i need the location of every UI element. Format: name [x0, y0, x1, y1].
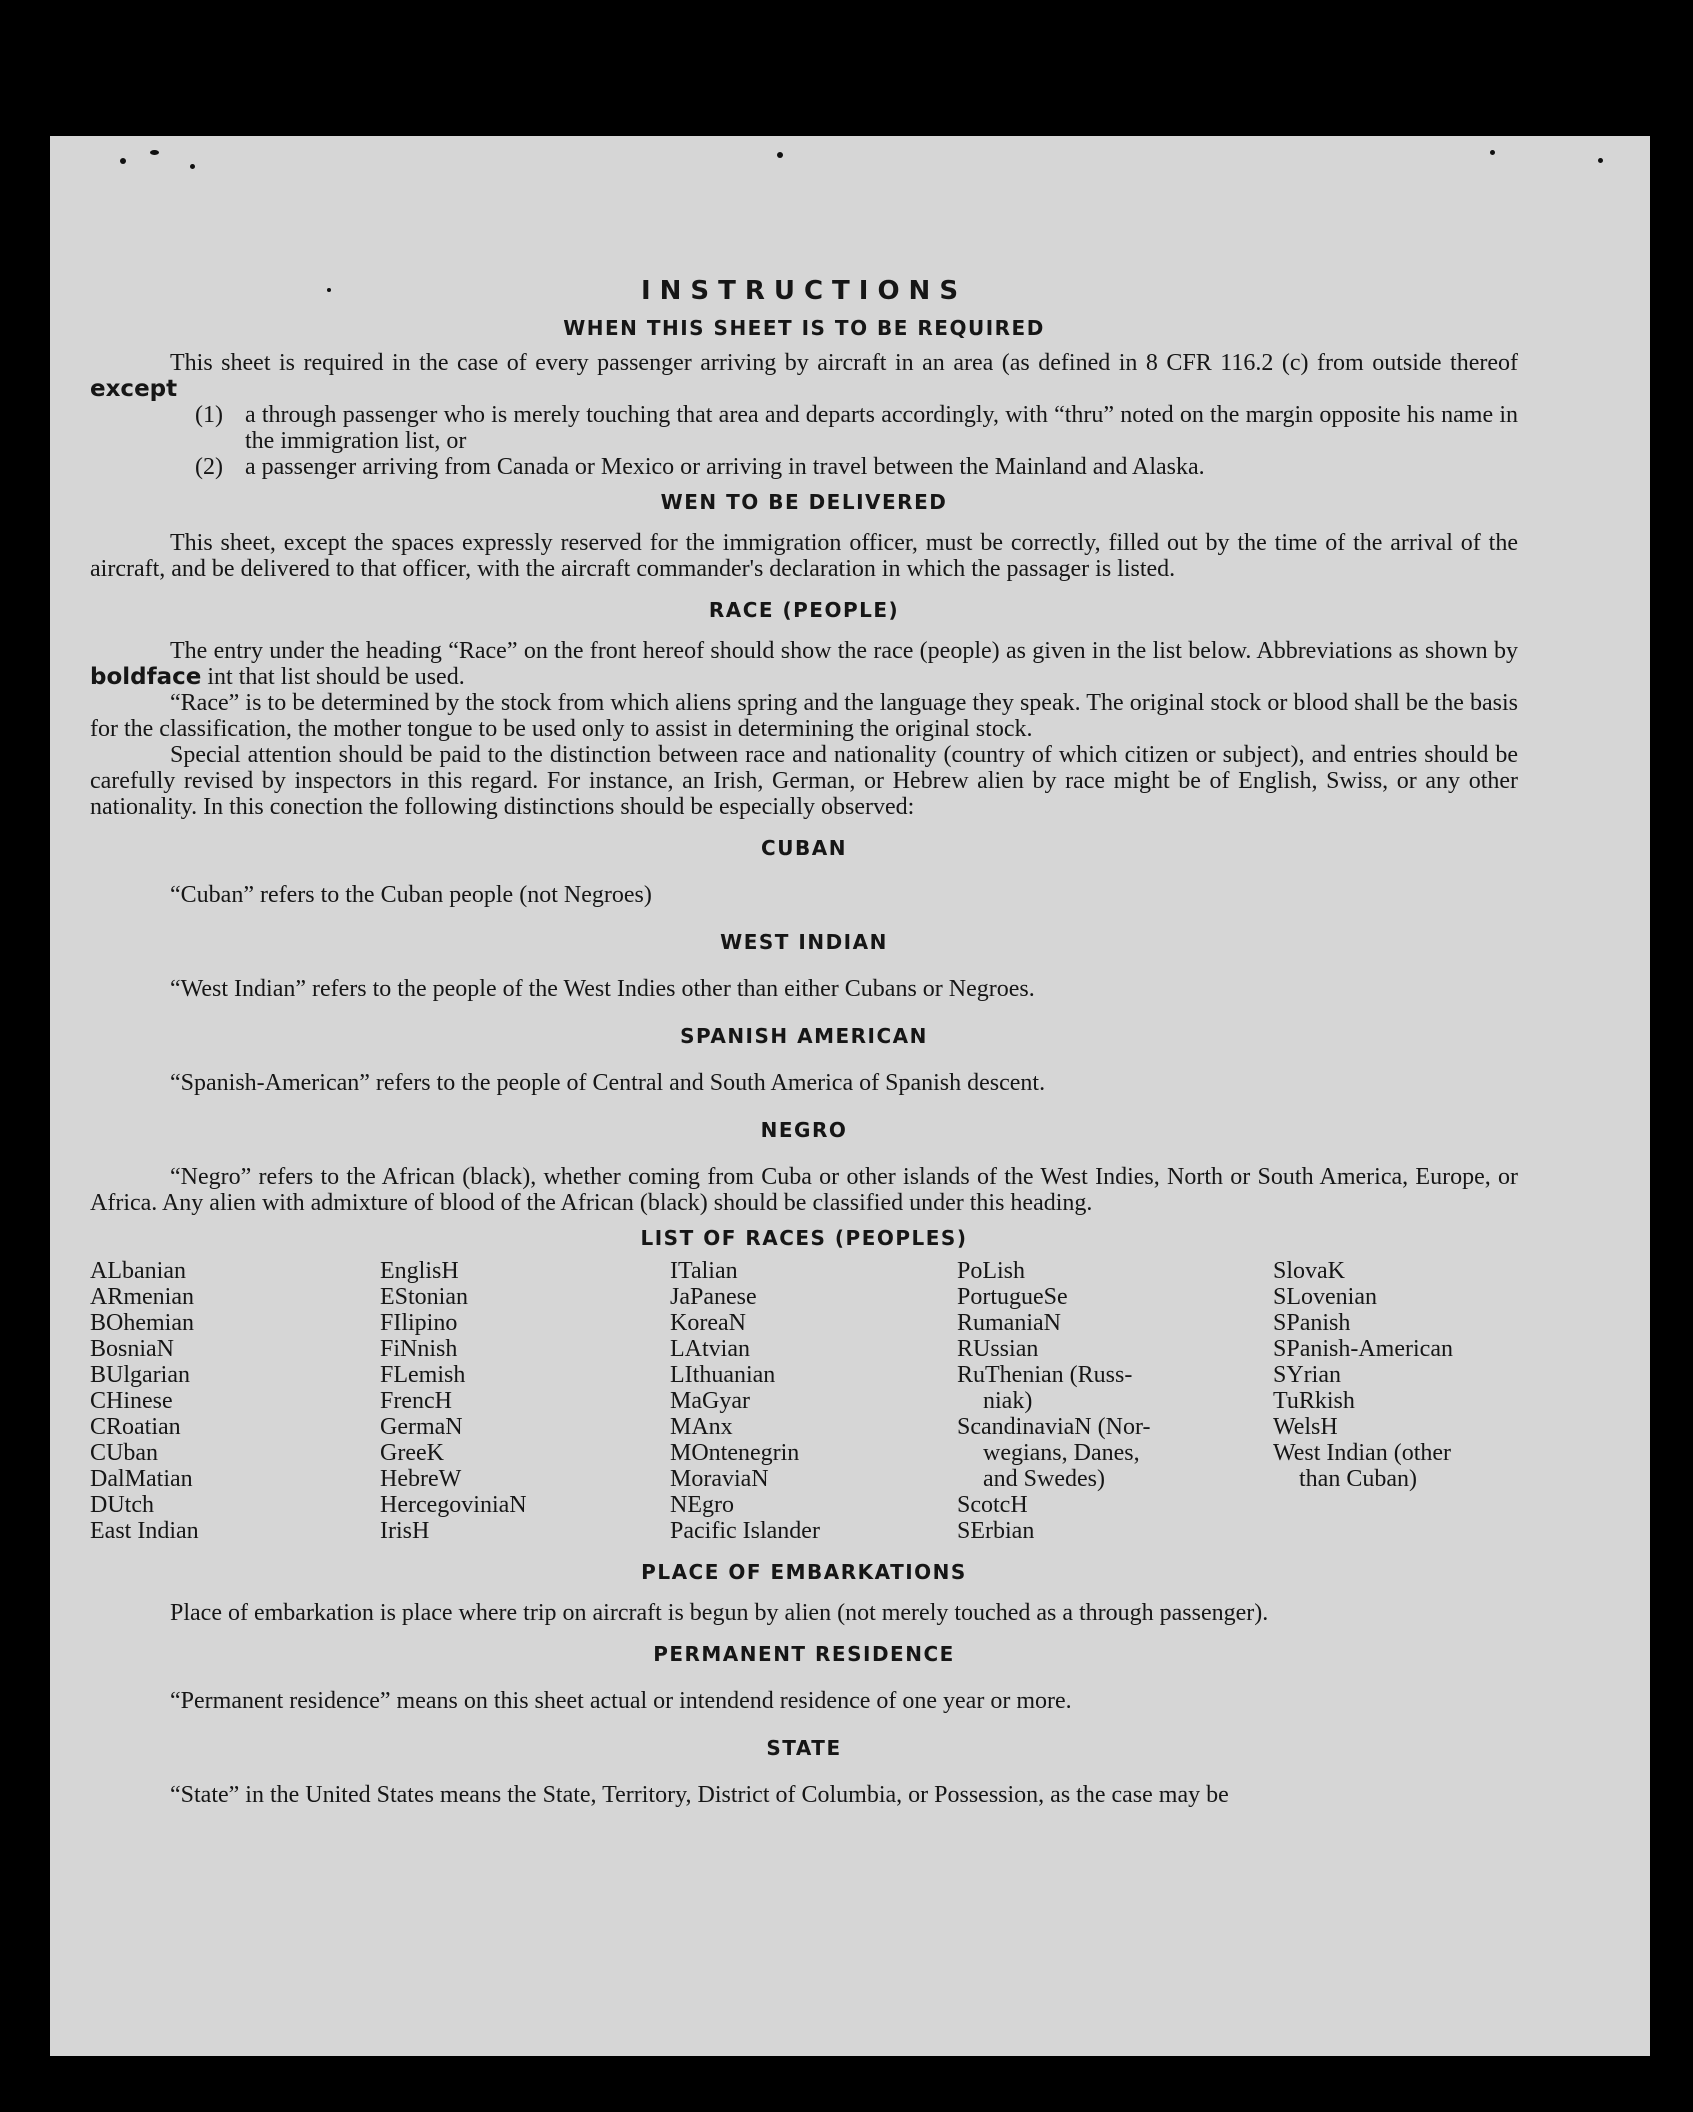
races-list [90, 1258, 1518, 1544]
races-column-3 [670, 1258, 957, 1544]
section-heading-delivered: WEN TO BE DELIVERED [660, 490, 948, 514]
section-heading-residence: PERMANENT RESIDENCE [653, 1642, 955, 1666]
embarkation-text: Place of embarkation is place where trip on aircraft is begun by alien (not merely touched as a through passenger). [170, 1600, 1269, 1626]
list-item: RUssian [957, 1336, 1039, 1362]
race-paragraph-2: “Race” is to be determined by the stock from which aliens spring and the language they speak. The original stock or blood shall be the basis for the classification, the mother tongue to be used only to assist in determining the original stock. [90, 690, 1518, 742]
section-heading-race: RACE (PEOPLE) [708, 598, 900, 622]
list-item: LIthuanian [670, 1362, 776, 1388]
section-heading-spanish-american: SPANISH AMERICAN [680, 1024, 928, 1048]
list-item: CHinese [90, 1388, 173, 1414]
instructions-content [90, 276, 1518, 1808]
list-item: SPanish-American [1273, 1336, 1453, 1362]
list-item: wegians, Danes, [983, 1440, 1140, 1466]
spanish-american-text: “Spanish-American” refers to the people of Central and South America of Spanish descent. [170, 1070, 1046, 1096]
list-item: ARmenian [90, 1284, 194, 1310]
list-item: NEgro [670, 1492, 734, 1518]
required-intro: This sheet is required in the case of every passenger arriving by aircraft in an area (as defined in 8 CFR 116.2 (c) from outside thereof except [90, 350, 1518, 402]
cuban-text: “Cuban” refers to the Cuban people (not Negroes) [170, 882, 652, 908]
section-heading-races-list: LIST OF RACES (PEOPLES) [640, 1226, 968, 1250]
list-item: IrisH [380, 1518, 430, 1544]
race-paragraph-1: The entry under the heading “Race” on the front hereof should show the race (people) as given in the list below. Abbreviations as shown by boldface int that list should be used. [90, 638, 1518, 690]
section-heading-required: WHEN THIS SHEET IS TO BE REQUIRED [563, 316, 1045, 340]
section-heading-embarkation: PLACE OF EMBARKATIONS [641, 1560, 967, 1584]
list-item: FiNnish [380, 1336, 458, 1362]
list-item: MOntenegrin [670, 1440, 800, 1466]
list-item: SErbian [957, 1518, 1035, 1544]
section-heading-state: STATE [766, 1736, 842, 1760]
scan-speck [190, 164, 195, 169]
list-item: SPanish [1273, 1310, 1351, 1336]
list-item: EStonian [380, 1284, 468, 1310]
bold-except: except [90, 376, 178, 402]
list-item: MaGyar [670, 1388, 750, 1414]
list-item: RumaniaN [957, 1310, 1061, 1336]
scan-speck [777, 152, 783, 158]
list-item: and Swedes) [983, 1466, 1105, 1492]
races-column-4 [957, 1258, 1273, 1544]
list-item: PoLish [957, 1258, 1026, 1284]
exception-item-2: (2) a passenger arriving from Canada or Mexico or arriving in travel between the Mainland and Alaska. [195, 454, 1205, 480]
document-title: INSTRUCTIONS [640, 276, 968, 306]
scan-speck [1490, 150, 1495, 155]
list-item: SYrian [1273, 1362, 1341, 1388]
list-item: West Indian (other [1273, 1440, 1452, 1466]
list-item: LAtvian [670, 1336, 750, 1362]
list-item: East Indian [90, 1518, 199, 1544]
list-item: ScotcH [957, 1492, 1028, 1518]
list-item: RuThenian (Russ- [957, 1362, 1133, 1388]
scan-speck [150, 150, 159, 155]
list-item: DUtch [90, 1492, 154, 1518]
list-item: BOhemian [90, 1310, 194, 1336]
list-item: FrencH [380, 1388, 452, 1414]
races-column-5 [1273, 1258, 1518, 1544]
list-item: BUlgarian [90, 1362, 190, 1388]
list-item: FLemish [380, 1362, 466, 1388]
list-item: MoraviaN [670, 1466, 769, 1492]
list-item: CRoatian [90, 1414, 181, 1440]
list-item: KoreaN [670, 1310, 746, 1336]
list-item: ScandinaviaN (Nor- [957, 1414, 1151, 1440]
list-item: FIlipino [380, 1310, 458, 1336]
section-heading-negro: NEGRO [760, 1118, 848, 1142]
list-item: DalMatian [90, 1466, 193, 1492]
list-item: HercegoviniaN [380, 1492, 527, 1518]
delivered-text: This sheet, except the spaces expressly reserved for the immigration officer, must be correctly, filled out by the time of the arrival of the aircraft, and be delivered to that officer, with the aircraft commander's declaration in which the passager is listed. [90, 530, 1518, 582]
list-item: ITalian [670, 1258, 738, 1284]
state-text: “State” in the United States means the State, Territory, District of Columbia, or Possession, as the case may be [170, 1782, 1229, 1808]
list-item: HebreW [380, 1466, 462, 1492]
list-item: Pacific Islander [670, 1518, 820, 1544]
list-item: SLovenian [1273, 1284, 1377, 1310]
races-column-1 [90, 1258, 380, 1544]
list-item: CUban [90, 1440, 158, 1466]
races-column-2 [380, 1258, 670, 1544]
list-item: WelsH [1273, 1414, 1338, 1440]
bold-boldface: boldface [90, 664, 202, 690]
list-item: JaPanese [670, 1284, 757, 1310]
list-item: SlovaK [1273, 1258, 1345, 1284]
west-indian-text: “West Indian” refers to the people of the West Indies other than either Cubans or Negroes. [170, 976, 1035, 1002]
list-item: PortugueSe [957, 1284, 1068, 1310]
list-item: EnglisH [380, 1258, 459, 1284]
negro-text: “Negro” refers to the African (black), whether coming from Cuba or other islands of the West Indies, North or South America, Europe, or Africa. Any alien with admixture of blood of the African (black) should be classified under this heading. [90, 1164, 1518, 1216]
residence-text: “Permanent residence” means on this sheet actual or intendend residence of one year or more. [170, 1688, 1072, 1714]
list-item: niak) [983, 1388, 1033, 1414]
list-item: TuRkish [1273, 1388, 1355, 1414]
section-heading-cuban: CUBAN [761, 836, 847, 860]
section-heading-west-indian: WEST INDIAN [720, 930, 888, 954]
list-item: ALbanian [90, 1258, 186, 1284]
list-item: GreeK [380, 1440, 444, 1466]
race-paragraph-3: Special attention should be paid to the distinction between race and nationality (country of which citizen or subject), and entries should be carefully revised by inspectors in this regard. For instance, an Irish, German, or Hebrew alien by race might be of English, Swiss, or any other nationality. In this conection the following distinctions should be especially observed: [90, 742, 1518, 820]
list-item: GermaN [380, 1414, 463, 1440]
exception-item-1: (1) a through passenger who is merely touching that area and departs accordingly, with “thru” noted on the margin opposite his name in the immigration list, or [195, 402, 1518, 454]
list-item: MAnx [670, 1414, 733, 1440]
document-page [50, 136, 1650, 2056]
list-item: BosniaN [90, 1336, 174, 1362]
list-item: than Cuban) [1299, 1466, 1417, 1492]
scan-speck [1598, 158, 1603, 163]
scan-speck [120, 158, 126, 164]
